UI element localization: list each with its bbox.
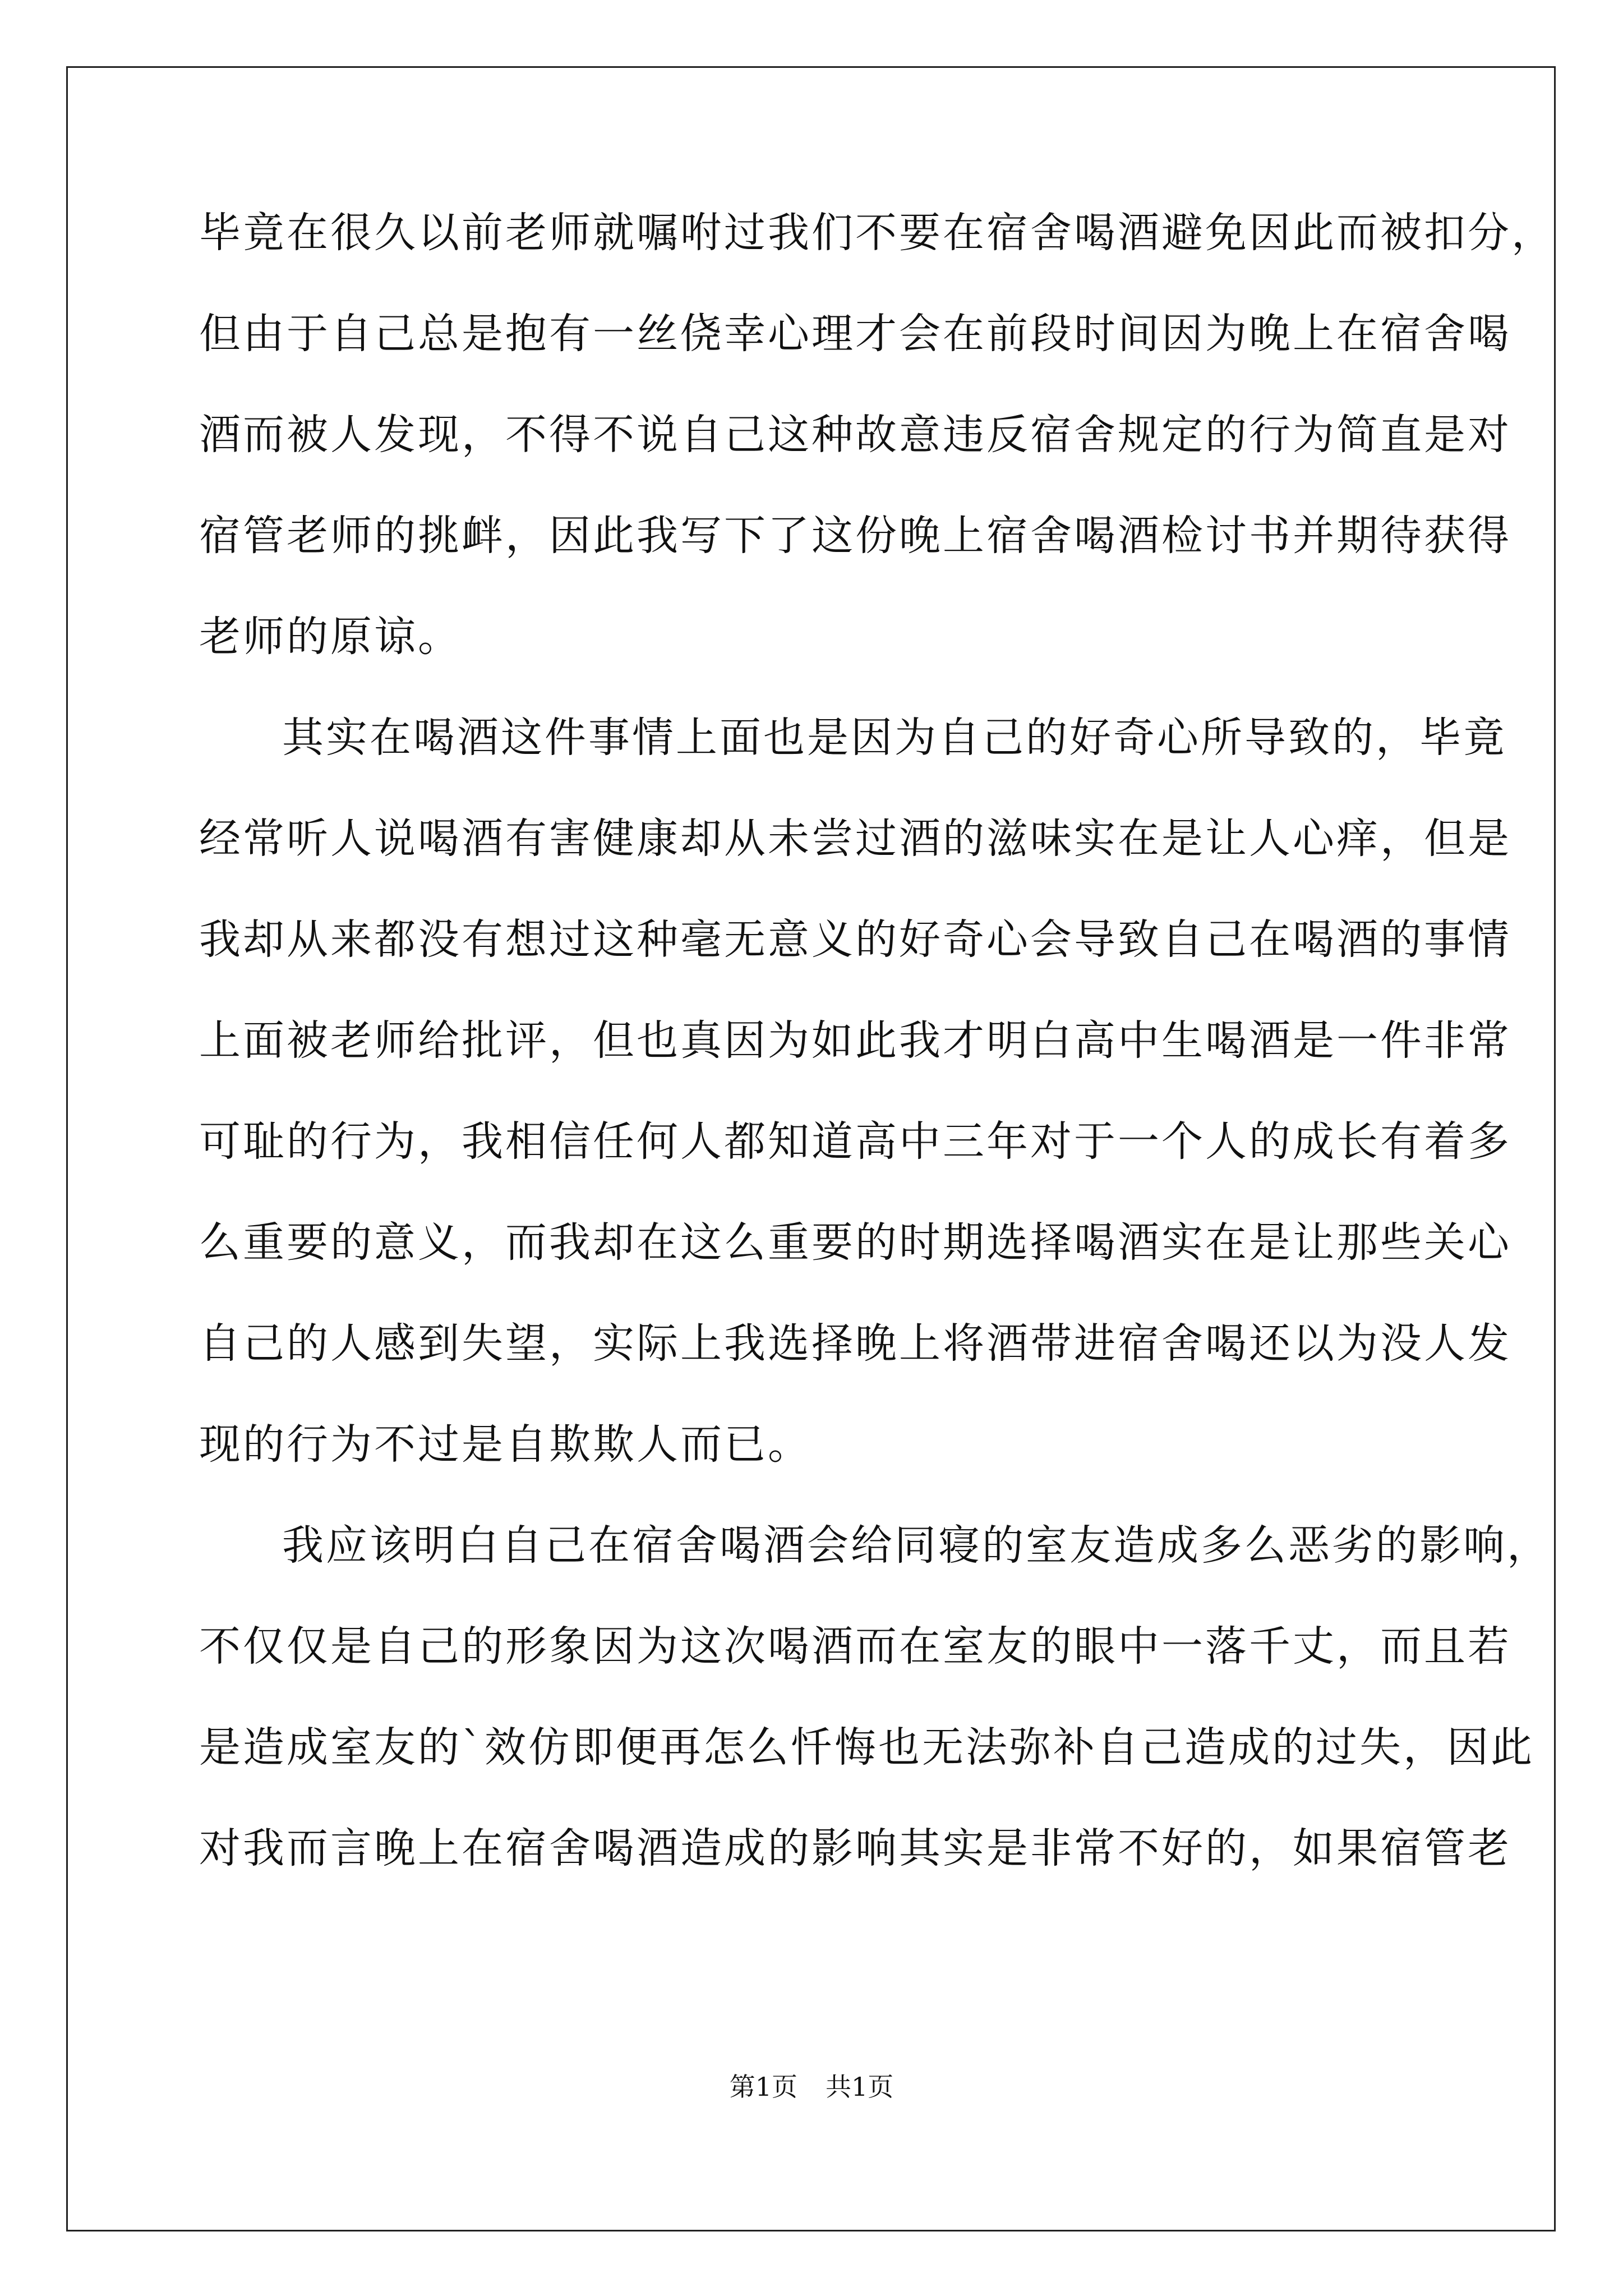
text-line: 老师的原谅。 xyxy=(199,613,462,661)
text-line: 经常听人说喝酒有害健康却从未尝过酒的滋味实在是让人心痒，但是 xyxy=(199,815,1511,863)
text-line: 宿管老师的挑衅，因此我写下了这份晚上宿舍喝酒检讨书并期待获得 xyxy=(199,512,1511,560)
text-line: 现的行为不过是自欺欺人而已。 xyxy=(199,1420,811,1469)
text-line: 可耻的行为，我相信任何人都知道高中三年对于一个人的成长有着多 xyxy=(199,1117,1511,1166)
text-line: 自己的人感到失望，实际上我选择晚上将酒带进宿舍喝还以为没人发 xyxy=(199,1319,1511,1368)
text-line: 不仅仅是自己的形象因为这次喝酒而在室友的眼中一落千丈，而且若 xyxy=(199,1622,1511,1671)
text-line: 酒而被人发现，不得不说自己这种故意违反宿舍规定的行为简直是对 xyxy=(199,411,1511,459)
text-line: 但由于自己总是抱有一丝侥幸心理才会在前段时间因为晚上在宿舍喝 xyxy=(199,310,1511,358)
page-footer xyxy=(0,2070,1623,2104)
text-line: 我却从来都没有想过这种毫无意义的好奇心会导致自己在喝酒的事情 xyxy=(199,915,1511,964)
text-line: 我应该明白自己在宿舍喝酒会给同寝的室友造成多么恶劣的影响， xyxy=(282,1521,1551,1570)
text-line: 其实在喝酒这件事情上面也是因为自己的好奇心所导致的，毕竟 xyxy=(282,714,1507,762)
text-line: 是造成室友的`效仿即便再怎么忏悔也无法弥补自己造成的过失，因此 xyxy=(199,1723,1534,1772)
page-number: 第1页 xyxy=(729,2072,797,2102)
page-total: 共1页 xyxy=(826,2072,894,2102)
text-line: 毕竟在很久以前老师就嘱咐过我们不要在宿舍喝酒避免因此而被扣分， xyxy=(199,209,1555,257)
text-line: 上面被老师给批评，但也真因为如此我才明白高中生喝酒是一件非常 xyxy=(199,1016,1511,1065)
text-line: 对我而言晚上在宿舍喝酒造成的影响其实是非常不好的，如果宿管老 xyxy=(199,1824,1511,1872)
text-line: 么重要的意义，而我却在这么重要的时期选择喝酒实在是让那些关心 xyxy=(199,1218,1511,1267)
